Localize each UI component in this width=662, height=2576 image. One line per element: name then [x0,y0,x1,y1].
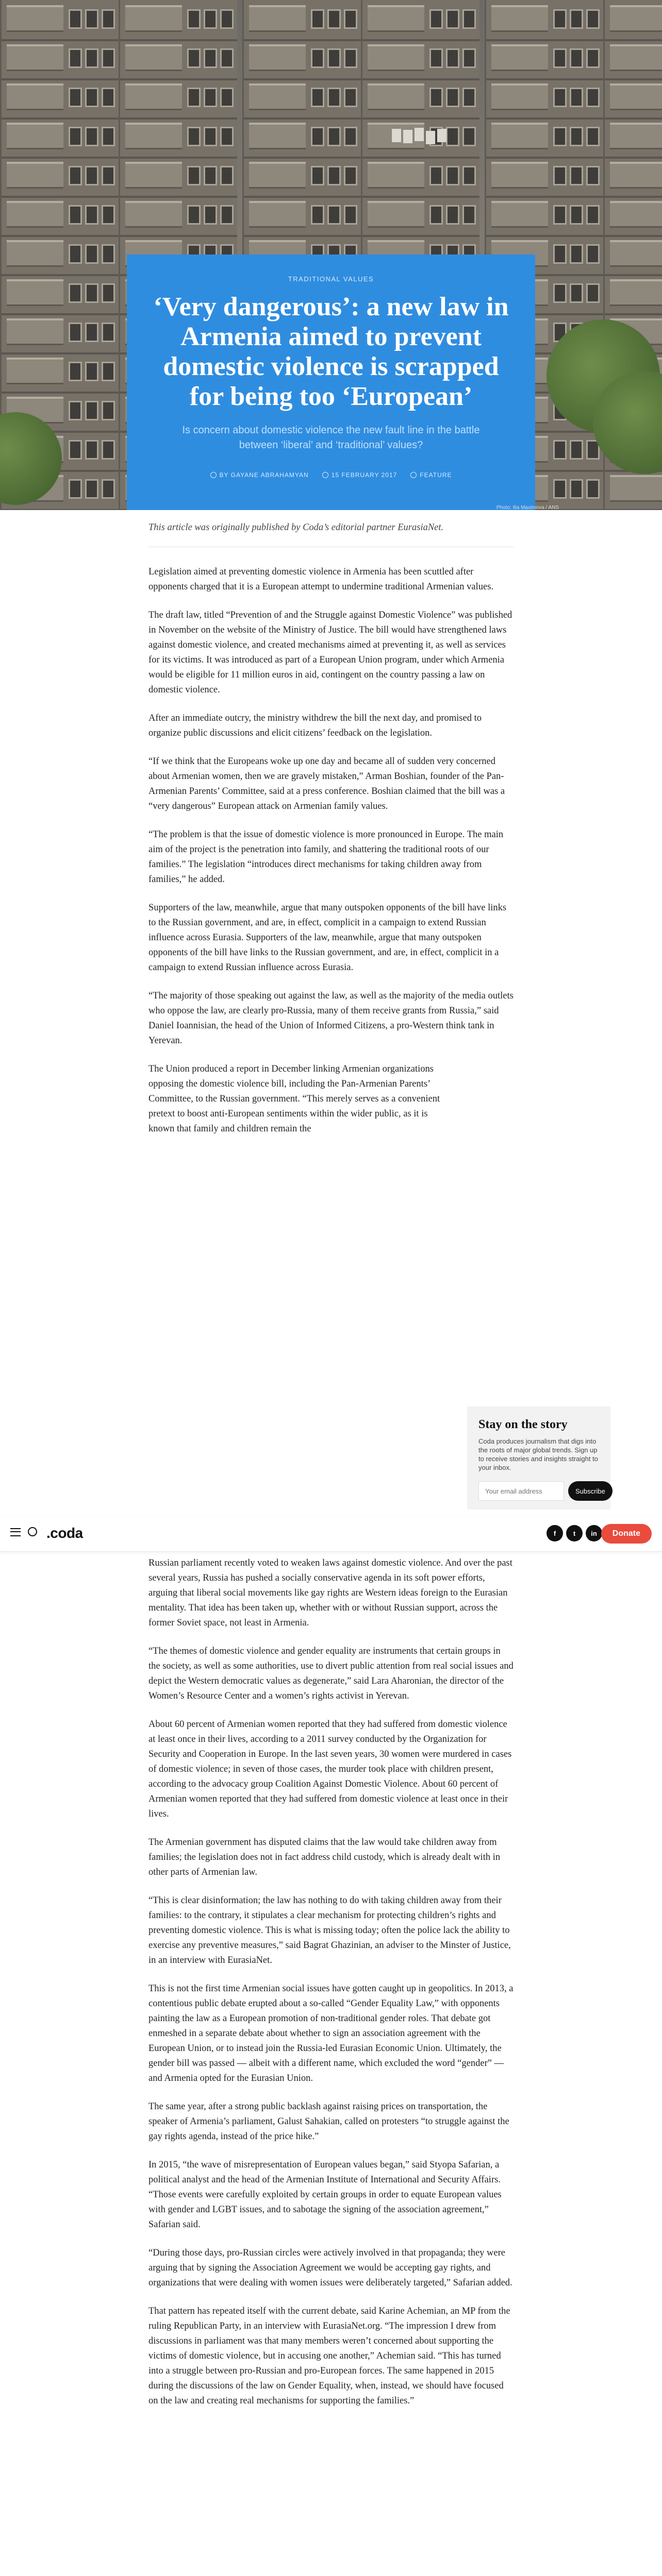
balcony [368,162,424,189]
laundry [415,128,424,141]
floor-line [2,352,119,354]
window [102,9,115,29]
newsletter-text: Coda produces journalism that digs into the roots of major global trends. Sign up to receive stories and insights straight to your inbox. [478,1437,598,1471]
floor-line [605,274,662,276]
balcony [7,201,63,228]
window [327,205,341,225]
window [69,283,82,303]
publish-date: 15 FEBRUARY 2017 [322,471,398,479]
window [311,127,324,146]
window [570,166,583,185]
window [69,48,82,68]
article-body-continued [148,1556,514,2422]
floor-line [244,117,361,120]
window [553,283,567,303]
balcony [610,83,662,110]
balcony [610,240,662,267]
balcony [491,44,548,71]
window [85,88,98,107]
window [187,205,201,225]
balcony [249,83,306,110]
window [220,48,234,68]
window [69,323,82,342]
window [344,127,357,146]
floor-line [362,157,479,159]
window [85,440,98,460]
window [446,9,459,29]
window [204,88,217,107]
floor-line [486,196,603,198]
window [327,127,341,146]
floor-line [362,117,479,120]
floor-line [244,196,361,198]
window [311,88,324,107]
window [462,9,476,29]
paragraph: “The themes of domestic violence and gender equality are instruments that certain groups in the society, as well as some authorities, use to divert public attention from real social issues and depict the Western democratic values as degenerate,” said Lara Aharonian, the director of the Women’s Resource Center and a women’s rights activist in Yerevan. [148,1646,514,1701]
window [85,401,98,420]
partner-note: This article was originally published by Coda’s editorial partner EurasiaNet. [148,520,514,547]
window [204,205,217,225]
paragraph: The same year, after a strong public backlash against raising prices on transportation, the speaker of Armenia’s parliament, Galust Sahakian, called on protesters “to struggle against the gay rights agenda, instead of the price hike.” [148,2102,509,2142]
window [570,9,583,29]
window [446,48,459,68]
paragraph: After an immediate outcry, the ministry withdrew the bill the next day, and promised to organize public discussions and elicit citizens’ feedback on the legislation. [148,713,482,738]
paragraph: About 60 percent of Armenian women reported that they had suffered from domestic violence at least once in their lives, according to a 2011 survey conducted by the Organization for Security and Cooperation in Europe. In the last seven years, 30 women were murdered in cases of domestic violence; in seven of those cases, the murder took place with children present, according to the advocacy group Coalition Against Domestic Violence. About 60 percent of Armenian women reported that they had suffered from domestic violence at least once in their lives. [148,1719,512,1819]
floor-line [605,39,662,41]
window [344,9,357,29]
floor-line [2,392,119,394]
window [553,127,567,146]
paragraph: The draft law, titled “Prevention of and the Struggle against Domestic Violence” was published in November on the website of the Ministry of Justice. The bill would have strengthened laws against domestic violence, and created mechanisms aimed at preventing it, as well as services for its victims. It was introduced as part of a European Union program, under which Armenia would be eligible for 11 million euros in aid, contingent on the country passing a law on domestic violence. [148,610,512,695]
window [586,479,600,499]
window [220,88,234,107]
newsletter-title: Stay on the story [478,1418,568,1431]
window [586,244,600,264]
balcony [7,162,63,189]
floor-line [120,117,237,120]
paragraph: The Armenian government has disputed claims that the law would take children away from families; the legislation does not in fact address child custody, which is already dealt with in other parts of Armenian law. [148,1837,501,1877]
hero-image [0,0,662,510]
floor-line [2,274,119,276]
window [553,440,567,460]
paragraph: In 2015, “the wave of misrepresentation of European values began,” said Styopa Safarian, a political analyst and the head of the Armenian Institute of International and Security Affairs. “Those events were carefully exploited by certain groups in order to equate European values with gender and LGBT issues, and to sabotage the signing of the association agreement,” Safarian said. [148,2160,502,2230]
balcony [7,279,63,306]
balcony [368,83,424,110]
window [311,166,324,185]
window [85,9,98,29]
balcony [368,201,424,228]
balcony [610,162,662,189]
balcony [610,475,662,502]
author-icon [210,472,217,478]
laundry [403,130,412,143]
window [570,244,583,264]
window [85,479,98,499]
floor-line [362,39,479,41]
balcony [491,201,548,228]
floor-line [605,313,662,315]
floor-line [362,196,479,198]
window [204,127,217,146]
window [85,166,98,185]
window [462,88,476,107]
paragraph: “The problem is that the issue of domestic violence is more pronounced in Europe. The main aim of the project is the penetration into family, and shattering the traditional roots of our families.” The legislation “introduces direct mechanisms for taking children away from families,” he added. [148,829,504,885]
window [85,48,98,68]
floor-line [2,117,119,120]
paragraph: The Union produced a report in December linking Armenian organizations opposing the domestic violence bill, including the Pan-Armenian Parents’ Committee, to the Russian government. “This merely serves as a convenient pretext to boost anti-European sentiments within the wider public, as it is known that family and children remain the [148,1064,440,1134]
window [553,9,567,29]
window [204,166,217,185]
balcony [610,5,662,32]
window [570,440,583,460]
window [570,48,583,68]
author-byline[interactable]: BY GAYANE ABRAHAMYAN [210,471,309,479]
paragraph: “The majority of those speaking out against the law, as well as the majority of the media outlets who oppose the law, are clearly pro-Russia, many of them receive grants from Russia,” said Daniel Ioannisian, the head of the Union of Informed Citizens, a pro-Western think tank in Yerevan. [148,991,514,1046]
window [102,479,115,499]
window [187,48,201,68]
window [204,48,217,68]
window [69,166,82,185]
balcony [7,5,63,32]
floor-line [486,39,603,41]
balcony [125,201,182,228]
paragraph: Legislation aimed at preventing domestic violence in Armenia has been scuttled after opponents charged that it is a European attempt to undermine traditional Armenian values. [148,567,494,592]
floor-line [486,78,603,80]
floor-line [2,313,119,315]
window [586,283,600,303]
floor-line [2,157,119,159]
balcony [7,44,63,71]
window [327,48,341,68]
hero-subtitle: Is concern about domestic violence the new fault line in the battle between ‘liberal’ and ‘traditional’ values? [182,425,480,451]
floor-line [605,157,662,159]
window [187,88,201,107]
window [553,88,567,107]
floor-line [486,117,603,120]
window [187,127,201,146]
window [586,9,600,29]
sticky-nav [0,1517,662,1552]
window [570,283,583,303]
hero-kicker[interactable]: TRADITIONAL VALUES [288,275,374,283]
window [69,244,82,264]
window [570,88,583,107]
paragraph: Russian parliament recently voted to weaken laws against domestic violence. And over the past several years, Russia has pushed a socially conservative agenda in its soft power efforts, arguing that liberal social movements like gay rights are Western ideas foreign to the Eurasian mentality. That idea has been taken up, whether with or without Russian support, across the former Soviet space, not least in Armenia. [148,1558,512,1628]
floor-line [2,78,119,80]
balcony [249,5,306,32]
balcony [125,162,182,189]
window [344,166,357,185]
newsletter-box [467,1406,610,1510]
window [446,127,459,146]
floor-line [605,235,662,237]
window [429,88,443,107]
window [220,205,234,225]
floor-line [120,157,237,159]
window [462,166,476,185]
window [187,166,201,185]
window [220,9,234,29]
window [102,166,115,185]
window [553,244,567,264]
window [586,48,600,68]
window [102,244,115,264]
balcony [249,162,306,189]
floor-line [605,509,662,510]
section-icon [410,472,417,478]
balcony [610,279,662,306]
floor-line [120,196,237,198]
window [446,166,459,185]
window [85,127,98,146]
floor-line [120,39,237,41]
window [586,166,600,185]
window [102,323,115,342]
subscribe-button[interactable]: Subscribe [568,1481,613,1501]
paragraph: “If we think that the Europeans woke up one day and became all of sudden very concerned about Armenian women, then we are gravely mistaken,” Arman Boshian, founder of the Pan-Armenian Parents’ Committee, said at a press conference. Boshian claimed that the bill was a “very dangerous” European attack on Armenian family values. [148,756,505,811]
window [429,166,443,185]
balcony [368,44,424,71]
balcony [7,318,63,345]
site-logo[interactable]: .coda [46,1525,83,1541]
window [586,88,600,107]
floor-line [2,509,119,510]
email-field[interactable] [478,1481,564,1501]
window [344,48,357,68]
balcony [7,358,63,384]
window [462,127,476,146]
window [429,205,443,225]
window [462,205,476,225]
window [69,479,82,499]
floor-line [120,78,237,80]
laundry [437,129,446,142]
window [311,205,324,225]
window [553,479,567,499]
paragraph: “During those days, pro-Russian circles were actively involved in that propaganda; they were arguing that by signing the Association Agreement we would be accepting gay rights, and organizations that were dealing with women issues were deliberately targeted,” Safarian added. [148,2248,512,2288]
balcony [125,5,182,32]
laundry [392,129,401,142]
donate-button[interactable]: Donate [601,1524,652,1544]
window [462,48,476,68]
window [102,283,115,303]
article-body [148,520,514,1150]
window [204,9,217,29]
window [553,48,567,68]
search-icon[interactable] [28,1527,37,1536]
paragraph: That pattern has repeated itself with the current debate, said Karine Achemian, an MP from the ruling Republican Party, in an interview with EurasiaNet.org. “The impression I drew from discussions in parliament was that many members weren’t concerned about supporting the victims of domestic violence, but in accusing one another,” Achemian said. “This has turned into a struggle between pro-Russian and pro-European forces. The same happened in 2015 during the discussions of the law on Gender Equality, when, instead, we should have focused on the law and creating real mechanisms for supporting the families.” [148,2306,510,2406]
window [311,9,324,29]
calendar-icon [322,472,328,478]
paragraph: “This is clear disinformation; the law has nothing to do with taking children away from their families: to the contrary, it stipulates a clear mechanism for protecting children’s rights and preventing domestic violence. This is what is missing today; often the police lack the ability to exercise any preventive measures,” said Bagrat Ghazinian, an adviser to the Minster of Justice, in an interview with EurasiaNet. [148,1895,511,1965]
facebook-icon[interactable]: f [547,1525,563,1541]
window [85,283,98,303]
floor-line [244,39,361,41]
floor-line [244,235,361,237]
floor-line [2,196,119,198]
window [429,9,443,29]
window [102,362,115,381]
window [69,127,82,146]
floor-line [244,157,361,159]
twitter-icon[interactable]: t [566,1525,583,1541]
balcony [610,123,662,149]
window [586,205,600,225]
balcony [125,44,182,71]
window [69,362,82,381]
floor-line [2,235,119,237]
window [220,127,234,146]
floor-line [486,235,603,237]
window [85,362,98,381]
window [102,440,115,460]
hero-card [127,255,535,510]
window [570,127,583,146]
window [327,166,341,185]
window [344,88,357,107]
photo-credit: Photo: Ilia Maximova / ANS [496,505,559,510]
paragraph: This is not the first time Armenian social issues have gotten caught up in geopolitics. In 2013, a contentious public debate erupted about a so-called “Gender Equality Law,” with opponents painting the law as a European promotion of non-traditional gender roles. That debate got enmeshed in a separate debate about whether to sign an association agreement with the European Union, or to instead join the Russia-led Eurasian Economic Union. Ultimately, the gender bill was passed — albeit with a different name, which excluded the word “gender” — and Armenia opted for the Eurasian Union. [148,1984,514,2083]
window [446,205,459,225]
section-label[interactable]: FEATURE [410,471,452,479]
window [570,205,583,225]
window [102,127,115,146]
balcony [249,123,306,149]
floor-line [486,157,603,159]
window [553,166,567,185]
window [102,48,115,68]
window [102,401,115,420]
window [446,88,459,107]
window [570,479,583,499]
floor-line [362,78,479,80]
window [311,48,324,68]
window [69,88,82,107]
balcony [249,44,306,71]
floor-line [2,39,119,41]
floor-line [362,235,479,237]
window [102,205,115,225]
balcony [125,83,182,110]
window [220,166,234,185]
floor-line [244,78,361,80]
balcony [125,123,182,149]
balcony [7,83,63,110]
balcony [610,201,662,228]
balcony [491,162,548,189]
balcony [491,123,548,149]
window [553,205,567,225]
window [586,127,600,146]
floor-line [605,117,662,120]
window [85,205,98,225]
window [187,9,201,29]
window [327,9,341,29]
floor-line [120,235,237,237]
window [69,401,82,420]
balcony [610,44,662,71]
page-title: ‘Very dangerous’: a new law in Armenia aimed to prevent domestic violence is scrapped for being too ‘European’ [153,292,509,411]
balcony [7,240,63,267]
paragraph: Supporters of the law, meanwhile, argue that many outspoken opponents of the bill have links to the Russian government, and are, in effect, complicit in a campaign to extend Russian influence across Eurasia. Supporters of the law, meanwhile, argue that many outspoken opponents of the bill have links to the Russian government, and are, in effect, complicit in a campaign to extend Russian influence across Eurasia. [148,903,507,973]
window [69,440,82,460]
window [85,244,98,264]
laundry [426,131,435,144]
floor-line [605,196,662,198]
balcony [491,5,548,32]
linkedin-icon[interactable]: in [586,1525,602,1541]
balcony [7,123,63,149]
balcony [491,83,548,110]
window [69,9,82,29]
window [85,323,98,342]
window [429,48,443,68]
window [69,205,82,225]
window [327,88,341,107]
window [102,88,115,107]
floor-line [605,78,662,80]
article-meta [153,471,509,479]
balcony [249,201,306,228]
balcony [368,5,424,32]
window [344,205,357,225]
menu-icon[interactable] [10,1528,21,1536]
